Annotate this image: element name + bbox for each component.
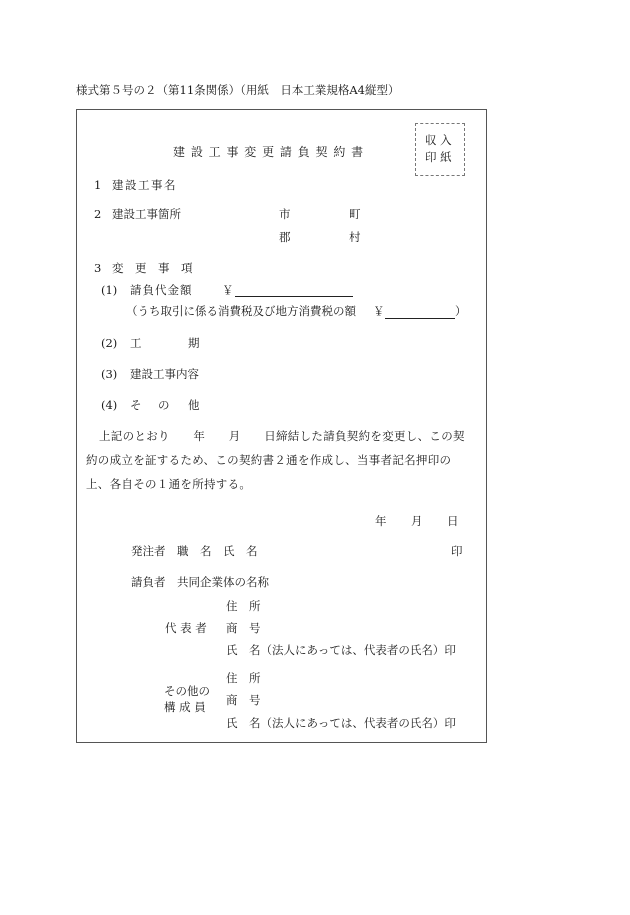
sub3-label: 建設工事内容 (130, 367, 199, 381)
sub3-number: (3) (101, 367, 118, 381)
rep-label: 代 表 者 (165, 621, 207, 635)
sub1-yen: ￥ (222, 283, 234, 297)
tax-close: ） (455, 304, 467, 318)
stamp-label-line1: 収 入 (425, 133, 452, 147)
contractor-label: 請負者 (131, 575, 166, 589)
jv-name-label: 共同企業体の名称 (177, 575, 269, 589)
form-header: 様式第５号の２（第11条関係）（用紙 日本工業規格A4縦型） (76, 83, 400, 97)
paragraph-line-2: 約の成立を証するため、この契約書２通を作成し、当事者記名押印の (86, 453, 452, 467)
member-label-2: 構 成 員 (164, 700, 206, 714)
tax-label: （うち取引に係る消費税及び地方消費税の額 (126, 304, 356, 318)
rep-address-label: 住 所 (226, 599, 261, 613)
sub2-number: (2) (101, 336, 118, 350)
item2-city: 市 (279, 207, 291, 221)
item3-label: 変 更 事 項 (112, 261, 193, 275)
orderer-title: 職 名 氏 名 (177, 544, 258, 558)
tax-amount-line (385, 306, 455, 319)
member-name-label: 氏 名（法人にあっては、代表者の氏名）印 (226, 716, 456, 730)
tax-yen: ￥ (373, 304, 385, 318)
item2-number: 2 (94, 207, 102, 221)
date-year: 年 (375, 514, 387, 528)
orderer-label: 発注者 (131, 544, 166, 558)
sub2-label-1: 工 (130, 336, 142, 350)
item1-label: 建設工事名 (112, 178, 177, 192)
member-label-1: その他の (164, 684, 210, 698)
paragraph-line-3: 上、各自その１通を所持する。 (86, 477, 252, 491)
date-day: 日 (447, 514, 459, 528)
contract-amount-line (235, 284, 353, 297)
document-title: 建 設 工 事 変 更 請 負 契 約 書 (173, 145, 365, 159)
sub4-label-2: の (158, 398, 170, 412)
item2-village: 村 (349, 230, 361, 244)
paragraph-line-1: 上記のとおり 年 月 日締結した請負契約を変更し、この契 (99, 429, 465, 443)
date-month: 月 (411, 514, 423, 528)
item2-town: 町 (349, 207, 361, 221)
sub4-number: (4) (101, 398, 118, 412)
sub1-label: 請負代金額 (130, 283, 193, 297)
sub4-label-1: そ (130, 398, 142, 412)
member-company-label: 商 号 (226, 693, 261, 707)
orderer-seal: 印 (451, 544, 463, 558)
stamp-label-line2: 印 紙 (425, 150, 452, 164)
sub4-label-3: 他 (188, 398, 200, 412)
item2-county: 郡 (279, 230, 291, 244)
item1-number: 1 (94, 178, 102, 192)
item2-label: 建設工事箇所 (112, 207, 181, 221)
rep-company-label: 商 号 (226, 621, 261, 635)
member-address-label: 住 所 (226, 671, 261, 685)
item3-number: 3 (94, 261, 102, 275)
sub2-label-2: 期 (188, 336, 200, 350)
rep-name-label: 氏 名（法人にあっては、代表者の氏名）印 (226, 643, 456, 657)
sub1-number: (1) (101, 283, 118, 297)
